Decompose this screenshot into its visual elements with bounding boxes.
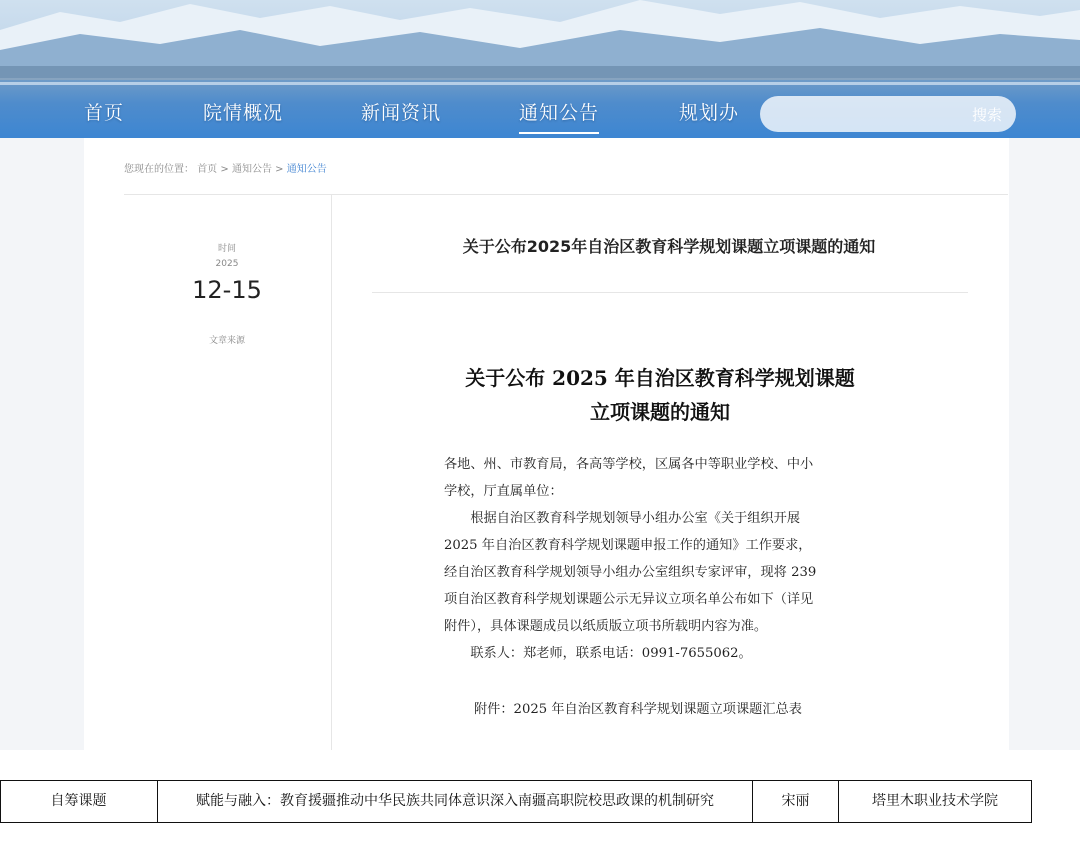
- cell-project-leader: 宋丽: [781, 793, 810, 809]
- document-line: 项自治区教育科学规划课题公示无异议立项名单公布如下（详见: [444, 592, 814, 607]
- document-line: 2025 年自治区教育科学规划课题申报工作的通知》工作要求，: [444, 538, 812, 553]
- breadcrumb-section[interactable]: 通知公告: [231, 164, 272, 175]
- document-title-line2: 立项课题的通知: [590, 400, 730, 424]
- divider: [124, 194, 1008, 195]
- document-line: 根据自治区教育科学规划领导小组办公室《关于组织开展: [444, 511, 801, 526]
- breadcrumb-home[interactable]: 首页: [197, 164, 218, 175]
- source-label: 文章来源: [208, 336, 245, 346]
- nav-about[interactable]: 院情概况: [203, 102, 284, 124]
- nav-notices[interactable]: 通知公告: [519, 98, 599, 125]
- nav-home[interactable]: 首页: [84, 102, 125, 124]
- breadcrumb-separator: >: [220, 164, 229, 175]
- breadcrumb: [124, 160, 327, 175]
- cell-institution: 塔里木职业技术学院: [872, 793, 998, 809]
- breadcrumb-separator: >: [275, 164, 284, 175]
- document-title-line1: 关于公布 2025 年自治区教育科学规划课题: [465, 366, 855, 390]
- cell-project-type: 自筹课题: [50, 793, 107, 809]
- cell-border: [1031, 781, 1032, 822]
- publish-date: 12-15: [192, 276, 262, 304]
- table-row: [0, 780, 1032, 823]
- breadcrumb-current[interactable]: 通知公告: [286, 164, 327, 175]
- cell-project-topic: 赋能与融入：教育援疆推动中华民族共同体意识深入南疆高职院校思政课的机制研究: [196, 793, 714, 809]
- search-input[interactable]: [760, 96, 1016, 132]
- divider: [372, 292, 968, 293]
- nav-planning-office[interactable]: 规划办: [679, 102, 740, 124]
- document-line: 联系人：郑老师，联系电话：0991-7655062。: [444, 646, 752, 661]
- document-line: 各地、州、市教育局，各高等学校，区属各中等职业学校、中小: [444, 457, 814, 472]
- publish-year: 2025: [215, 259, 239, 269]
- document-line: 附件），具体课题成员以纸质版立项书所载明内容为准。: [444, 619, 768, 634]
- document-line: 经自治区教育科学规划领导小组办公室组织专家评审，现将 239: [444, 565, 817, 580]
- article-title: 关于公布2025年自治区教育科学规划课题立项课题的通知: [462, 237, 876, 256]
- nav-news[interactable]: 新闻资讯: [361, 102, 442, 124]
- breadcrumb-prefix: 您现在的位置：: [124, 164, 194, 175]
- search-button[interactable]: 搜索: [971, 106, 1002, 124]
- attachment-note: 附件：2025 年自治区教育科学规划课题立项课题汇总表: [474, 702, 802, 717]
- time-label: 时间: [217, 244, 236, 254]
- document-line: 学校，厅直属单位：: [444, 484, 563, 499]
